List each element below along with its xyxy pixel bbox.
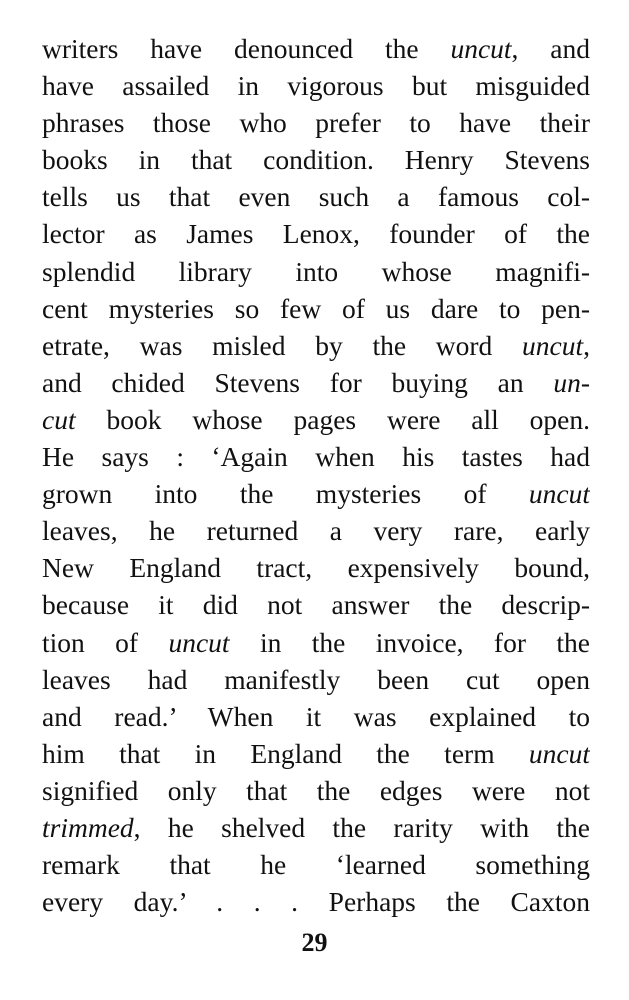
italic-text: trimmed [42,811,134,843]
italic-text: uncut [522,329,584,361]
italic-text: uncut [528,737,590,769]
text-line [42,67,590,104]
text-segment: leaves, he returned a very rare, early [42,515,590,547]
text-segment: remark that he ‘learned something [42,849,590,881]
text-line [42,475,590,512]
text-line [42,327,590,364]
italic-text: uncut [528,478,590,510]
text-segment: and read.’ When it was explained to [42,700,590,732]
text-segment: leaves had manifestly been cut open [42,663,590,695]
text-line [42,30,590,67]
page-number: 29 [301,928,328,957]
text-line [42,846,590,883]
text-line [42,438,590,475]
text-line [42,178,590,215]
text-segment: lector as James Lenox, founder of the [42,218,590,250]
text-segment: grown into the mysteries of [42,478,529,510]
text-segment: because it did not answer the descrip- [42,589,590,621]
text-segment: cent mysteries so few of us dare to pen- [42,292,590,324]
text-line [42,883,590,920]
body-text [42,30,590,920]
text-line [42,661,590,698]
text-segment: writers have denounced the [42,33,451,64]
text-segment: , [583,329,590,361]
text-line [42,772,590,809]
text-line [42,401,590,438]
text-segment: books in that condition. Henry Stevens [42,144,590,176]
text-line [42,512,590,549]
italic-text: cut [42,403,76,435]
text-line [42,735,590,772]
text-segment: He says : ‘Again when his tastes had [42,441,590,473]
text-segment: etrate, was misled by the word [42,329,523,361]
text-segment: , he shelved the rarity with the [133,811,590,843]
text-segment: New England tract, expensively bound, [42,552,590,584]
text-segment: tells us that even such a famous col- [42,181,590,213]
text-line [42,290,590,327]
text-line [42,586,590,623]
text-segment: book whose pages were all open. [75,403,590,435]
text-line [42,364,590,401]
text-segment: and chided Stevens for buying an [42,366,554,398]
text-line [42,809,590,846]
text-segment: phrases those who prefer to have their [42,107,590,139]
text-segment: , and [511,33,590,64]
text-segment: tion of [42,626,169,658]
text-segment: in the invoice, for the [229,626,590,658]
text-segment: signified only that the edges were not [42,774,590,806]
italic-text: uncut [450,33,512,64]
text-segment: splendid library into whose magnifi- [42,255,590,287]
text-line [42,549,590,586]
text-line [42,141,590,178]
text-line [42,253,590,290]
text-line [42,624,590,661]
italic-text: un- [553,366,590,398]
text-segment: him that in England the term [42,737,529,769]
text-segment: every day.’ . . . Perhaps the Caxton [42,886,590,918]
text-line [42,104,590,141]
text-segment: have assailed in vigorous but misguided [42,70,590,102]
text-line [42,215,590,252]
text-line [42,698,590,735]
italic-text: uncut [168,626,230,658]
